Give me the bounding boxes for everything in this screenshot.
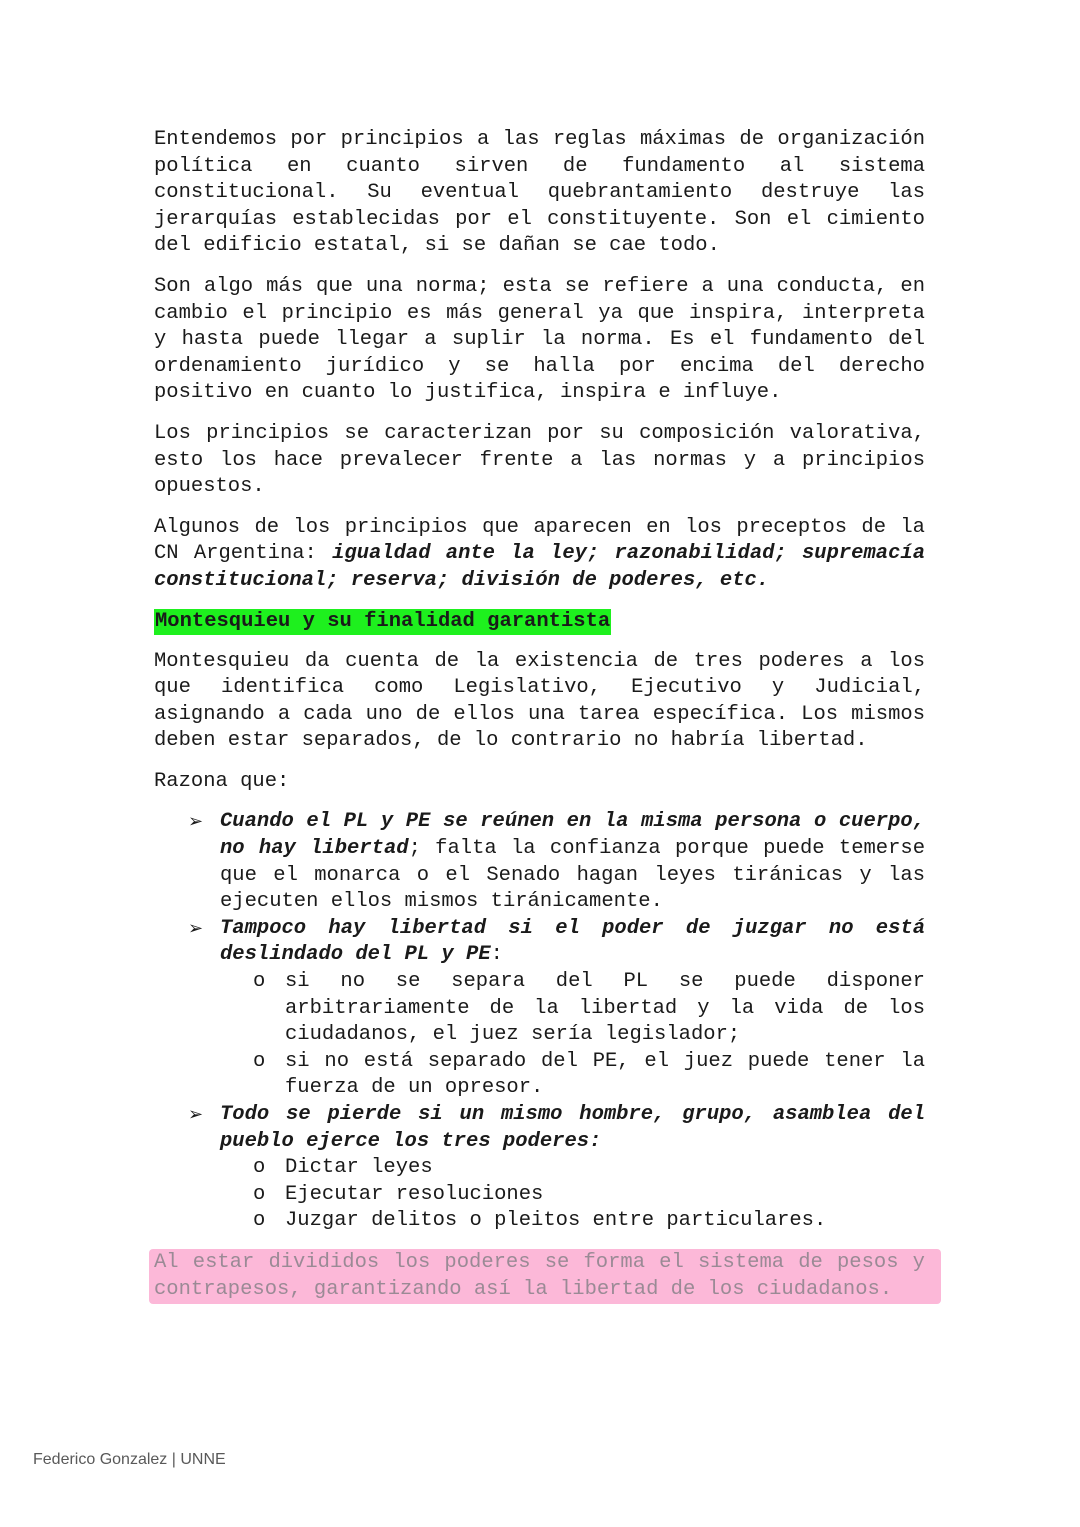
page-footer: Federico Gonzalez | UNNE: [33, 1451, 226, 1468]
paragraph-principios-norma: Son algo más que una norma; esta se refiere a una conducta, en cambio el principio es más general ya que inspira, interpreta y hasta puede llegar a suplir la norma. Es el fundamento del ordenamiento jurídico y se halla por encima del derecho positivo en cuanto lo justifica, inspira e influye.: [154, 274, 925, 405]
sub-bullet-item: [220, 969, 925, 1049]
sub-bullet-item: [220, 1208, 925, 1235]
sub-bullet-item: [220, 1155, 925, 1182]
arrow-bullet-icon: ➢: [188, 1104, 204, 1125]
bullet-bold-text: Cuando el PL y PE se reúnen en la misma persona o cuerpo, no hay libertad: [220, 810, 925, 861]
sub-bullet-list: [220, 969, 925, 1102]
paragraph-principios-valorativa: Los principios se caracterizan por su composición valorativa, esto los hace prevalecer frente a las normas y a principios opuestos.: [154, 421, 925, 499]
circle-bullet-icon: o: [253, 1209, 266, 1233]
paragraph-principios-definicion: Entendemos por principios a las reglas máximas de organización política en cuanto sirven de fundamento al sistema constitucional. Su eventual quebrantamiento destruye las jerarquías establecidas por el constituyente. Son el cimiento del edificio estatal, si se dañan se cae todo.: [154, 128, 925, 258]
sub-bullet-item: [220, 1182, 925, 1209]
sub-bullet-text: si no se separa del PL se puede disponer arbitrariamente de la libertad y la vida de los ciudadanos, el juez sería legislador;: [285, 970, 925, 1047]
paragraph-principios-cn: [154, 515, 925, 595]
paragraph-razona: Razona que:: [154, 769, 290, 793]
sub-bullet-item: [220, 1049, 925, 1102]
arrow-bullet-icon: ➢: [188, 811, 204, 833]
bullet-bold-text: Tampoco hay libertad si el poder de juzgar no está deslindado del PL y PE: [220, 916, 925, 967]
bullet-rest-text: ; falta la confianza porque puede temerse que el monarca o el Senado hagan leyes tiránicas y las ejecuten ellos mismos tiránicamente.: [220, 837, 926, 914]
bullet-list: [154, 809, 925, 1235]
highlighted-conclusion: Al estar divididos los poderes se forma el sistema de pesos y contrapesos, garantizando así la libertad de los ciudadanos.: [149, 1249, 941, 1304]
paragraph-cn-intro: Algunos de los principios que aparecen en los preceptos de la CN Argentina:: [154, 515, 925, 566]
arrow-bullet-icon: ➢: [188, 917, 204, 939]
circle-bullet-icon: o: [253, 970, 266, 994]
paragraph-cn-principles-list: igualdad ante la ley; razonabilidad; supremacía constitucional; reserva; división de poderes, etc.: [154, 542, 925, 592]
circle-bullet-icon: o: [253, 1049, 266, 1073]
sub-bullet-text: si no está separado del PE, el juez puede tener la fuerza de un opresor.: [285, 1049, 925, 1100]
paragraph-montesquieu: Montesquieu da cuenta de la existencia de tres poderes a los que identifica como Legislativo, Ejecutivo y Judicial, asignando a cada uno de ellos una tarea específica. Los mismos deben estar separados, de lo contrario no habría libertad.: [154, 649, 925, 753]
sub-bullet-list: [220, 1155, 925, 1235]
section-heading-wrapper: [154, 609, 925, 649]
bullet-item: [154, 1102, 925, 1235]
sub-bullet-text: Dictar leyes: [285, 1156, 433, 1180]
section-heading: Montesquieu y su finalidad garantista: [155, 609, 611, 633]
bullet-item: [154, 916, 925, 1102]
circle-bullet-icon: o: [253, 1182, 266, 1206]
document-body: [154, 127, 925, 1304]
bullet-item: [154, 809, 925, 915]
sub-bullet-text: Juzgar delitos o pleitos entre particulares.: [285, 1209, 827, 1233]
bullet-bold-text: Todo se pierde si un mismo hombre, grupo, asamblea del pueblo ejerce los tres poderes:: [220, 1103, 925, 1153]
bullet-rest-text: :: [490, 943, 503, 967]
sub-bullet-text: Ejecutar resoluciones: [285, 1182, 544, 1206]
circle-bullet-icon: o: [253, 1156, 266, 1180]
